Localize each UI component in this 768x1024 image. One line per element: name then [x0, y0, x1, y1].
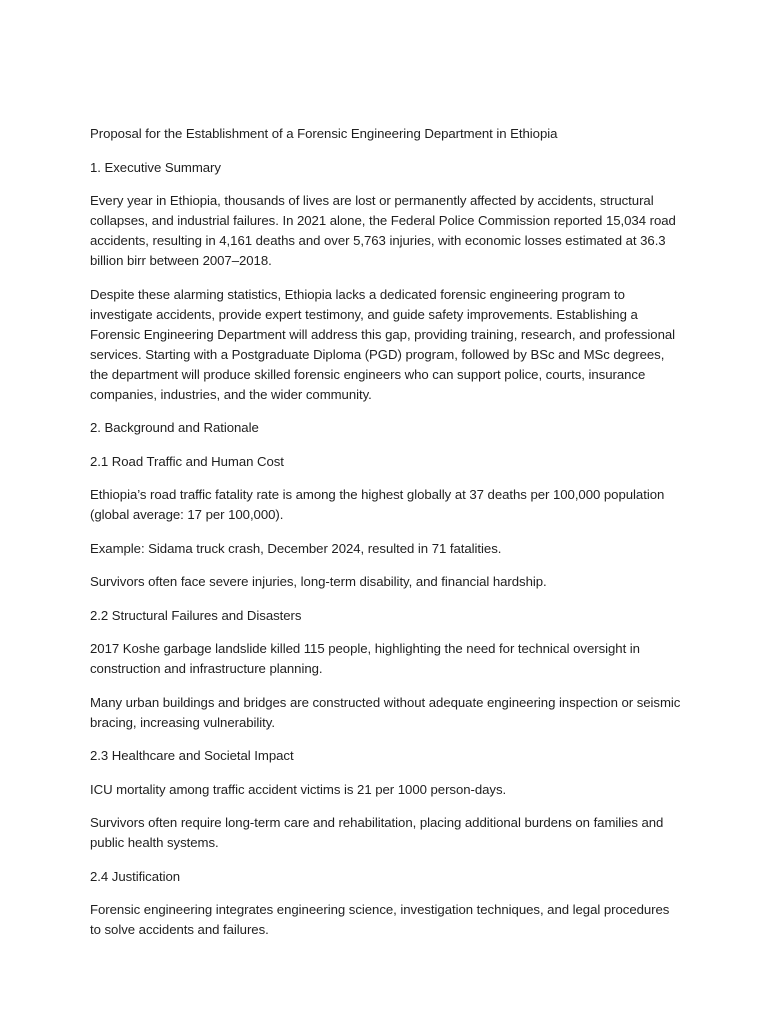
subsection-heading-healthcare: 2.3 Healthcare and Societal Impact — [90, 748, 294, 763]
subsection-heading-justification: 2.4 Justification — [90, 868, 181, 884]
subsection-heading-structural-failures: 2.2 Structural Failures and Disasters — [90, 607, 302, 623]
executive-summary-paragraph-1: Every year in Ethiopia, thousands of lives are lost or permanently affected by accidents, structural collapses, and industrial failures. In 2021 alone, the Federal Police Commission reported 15,034 road accidents, resulting in 4,161 deaths and over 5,763 injuries, with economic losses estimated at 36.3 billion birr between 2007–2018. — [90, 193, 676, 268]
healthcare-paragraph-1: ICU mortality among traffic accident victims is 21 per 1000 person-days. — [90, 781, 507, 797]
road-traffic-paragraph-1: Ethiopia’s road traffic fatality rate is among the highest globally at 37 deaths per 100,000 population (global average: 17 per 100,000). — [90, 487, 665, 522]
structural-failures-paragraph-2: Many urban buildings and bridges are constructed without adequate engineering inspection or seismic bracing, increasing vulnerability. — [90, 694, 681, 730]
subsection-heading-road-traffic: 2.1 Road Traffic and Human Cost — [90, 453, 284, 469]
executive-summary-paragraph-2: Despite these alarming statistics, Ethiopia lacks a dedicated forensic engineering program to investigate accidents, provide expert testimony, and guide safety improvements. Establishing a Forensic Engineering Department will address this gap, providing training, research, and professional services. Starting with a Postgraduate Diploma (PGD) program, followed by BSc and MSc degrees, the department will produce skilled forensic engineers who can support police, courts, insurance companies, industries, and the wider community. — [90, 286, 676, 402]
structural-failures-paragraph-1: 2017 Koshe garbage landslide killed 115 people, highlighting the need for technical oversight in construction and infrastructure planning. — [90, 641, 640, 676]
justification-paragraph-1: Forensic engineering integrates engineering science, investigation techniques, and legal procedures to solve accidents and failures. — [90, 902, 670, 937]
section-heading-executive-summary: 1. Executive Summary — [90, 159, 221, 175]
section-heading-background: 2. Background and Rationale — [90, 420, 259, 435]
road-traffic-paragraph-3: Survivors often face severe injuries, long-term disability, and financial hardship. — [90, 574, 547, 589]
document-title: Proposal for the Establishment of a Forensic Engineering Department in Ethiopia — [90, 126, 558, 141]
healthcare-paragraph-2: Survivors often require long-term care and rehabilitation, placing additional burdens on families and public health systems. — [90, 815, 664, 850]
road-traffic-paragraph-2: Example: Sidama truck crash, December 2024, resulted in 71 fatalities. — [90, 540, 502, 556]
document-body — [90, 124, 682, 954]
